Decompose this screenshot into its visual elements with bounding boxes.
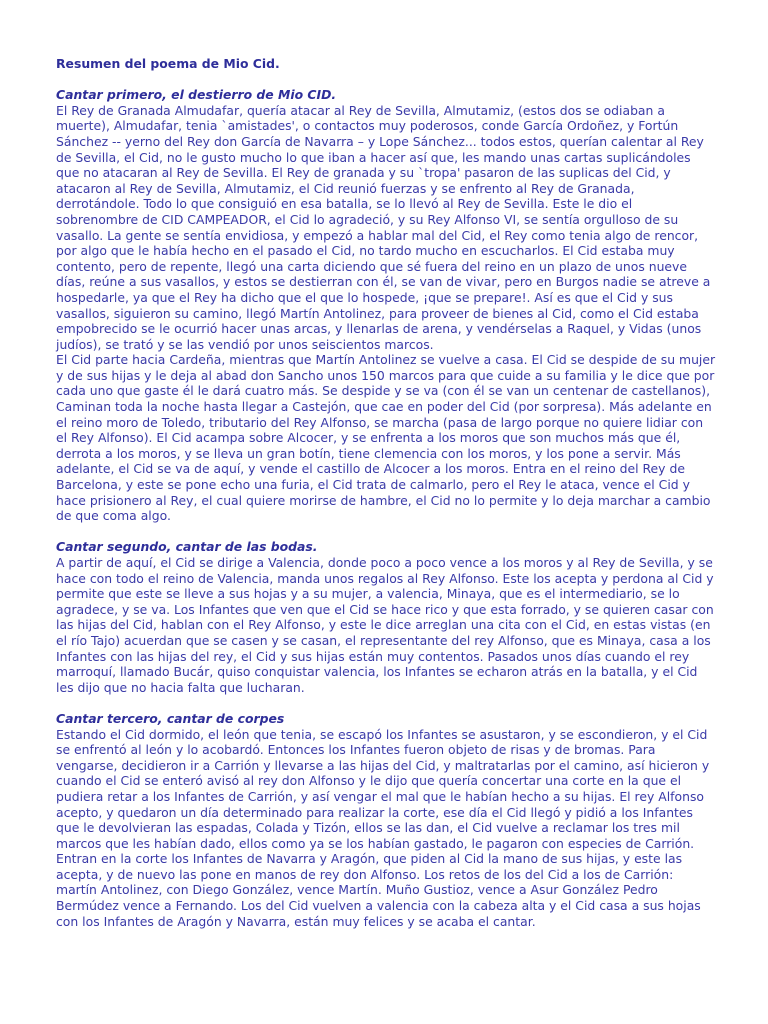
paragraph: El Cid parte hacia Cardeña, mientras que Martín Antolinez se vuelve a casa. El Cid se despide de su mujer y de sus hijas y le deja al abad don Sancho unos 150 marcos para que cuide a su familia y le dice que por cada uno que gaste él le dará cuatro más. Se despide y se va (con él se van un centenar de castellanos), bbox=[56, 352, 716, 399]
section-cantar-primero bbox=[56, 87, 716, 524]
section-heading: Cantar tercero, cantar de corpes bbox=[56, 710, 285, 726]
section-heading: Cantar primero, el destierro de Mio CID. bbox=[56, 87, 337, 103]
section-cantar-segundo bbox=[56, 539, 716, 695]
document-title: Resumen del poema de Mio Cid. bbox=[56, 56, 280, 71]
document-page bbox=[56, 56, 716, 945]
section-cantar-tercero bbox=[56, 711, 716, 929]
paragraph: Estando el Cid dormido, el león que tenia, se escapó los Infantes se asustaron, y se escondieron, y el Cid se enfrentó al león y lo acobardó. Entonces los Infantes fueron objeto de risas y de bromas. Para vengarse, decidieron ir a Carrión y llevarse a las hijas del Cid, y maltratarlas por el camino, así hicieron y cuando el Cid se enteró avisó al rey don Alfonso y le dijo que quería concertar una corte en la que el pudiera retar a los Infantes de Carrión, y así vengar el mal que le habían hecho a su hijas. El rey Alfonso acepto, y quedaron un día determinado para realizar la corte, ese día el Cid llegó y pidió a los Infantes que le devolvieran las espadas, Colada y Tizón, ellos se las dan, el Cid vuelve a reclamar los tres mil marcos que les habían dado, ellos como ya se los habían gastado, le pagaron con especies de Carrión. Entran en la corte los Infantes de Navarra y Aragón, que piden al Cid la mano de sus hijas, y este las acepta, y de nuevo las pone en manos de rey don Alfonso. Los retos de los del Cid a los de Carrión: martín Antolinez, con Diego González, vence Martín. Muño Gustioz, vence a Asur González Pedro Bermúdez vence a Fernando. Los del Cid vuelven a valencia con la cabeza alta y el Cid casa a sus hojas con los Infantes de Aragón y Navarra, están muy felices y se acaba el cantar. bbox=[56, 726, 710, 929]
paragraph: El Rey de Granada Almudafar, quería atacar al Rey de Sevilla, Almutamiz, (estos dos se odiaban a muerte), Almudafar, tenia `amistades', o contactos muy poderosos, conde García Ordoñez, y Fortún Sánchez -- yerno del Rey don García de Navarra – y Lope Sánchez... todos estos, querían calentar al Rey de Sevilla, el Cid, no le gusto mucho lo que iban a hacer así que, les mando unas cartas suplicándoles que no atacaran al Rey de Sevilla. El Rey de granada y su `tropa' pasaron de las suplicas del Cid, y atacaron al Rey de Sevilla, Almutamiz, el Cid reunió fuerzas y se enfrento al Rey de Granada, derrotándole. Todo lo que consiguió en esa batalla, se lo llevó al Rey de Sevilla. Este le dio el sobrenombre de CID CAMPEADOR, el Cid lo agradeció, y su Rey Alfonso VI, se sentía orgulloso de su vasallo. La gente se sentía envidiosa, y empezó a hablar mal del Cid, el Rey como tenia algo de rencor, por algo que le había hecho en el pasado el Cid, no tardo mucho en escucharlos. El Cid estaba muy contento, pero de repente, llegó una carta diciendo que sé fuera del reino en un plazo de unos nueve días, reúne a sus vasallos, y estos se destierran con él, se van de vivar, pero en Burgos nadie se atreve a hospedarle, ya que el Rey ha dicho que el que lo hospede, ¡que se prepare!. Así es que el Cid y sus vasallos, siguieron su camino, llegó Martín Antolinez, para proveer de bienes al Cid, como el Cid estaba empobrecido se le ocurrió hacer unas arcas, y llenarlas de arena, y vendérselas a Raquel, y Vidas (unos judíos), se trató y se las vendió por unos seiscientos marcos. bbox=[56, 102, 711, 352]
section-heading: Cantar segundo, cantar de las bodas. bbox=[56, 539, 318, 555]
paragraph: Caminan toda la noche hasta llegar a Castejón, que cae en poder del Cid (por sorpresa). Más adelante en el reino moro de Toledo, tributario del Rey Alfonso, se marcha (pasa de largo porque no quiere lidiar con el Rey Alfonso). El Cid acampa sobre Alcocer, y se enfrenta a los moros que son muchos más que él, derrota a los moros, y se lleva un gran botín, tiene clemencia con los moros, y los pone a servir. Más adelante, el Cid se va de aquí, y vende el castillo de Alcocer a los moros. Entra en el reino del Rey de Barcelona, y este se pone echo una furia, el Cid trata de calmarlo, pero el Rey le ataca, vence el Cid y hace prisionero al Rey, el cual quiere morirse de hambre, el Cid no lo permite y lo deja marchar a cambio de que coma algo. bbox=[56, 399, 712, 524]
paragraph: A partir de aquí, el Cid se dirige a Valencia, donde poco a poco vence a los moros y al Rey de Sevilla, y se hace con todo el reino de Valencia, manda unos regalos al Rey Alfonso. Este los acepta y perdona al Cid y permite que este se lleve a sus hojas y a su mujer, a valencia, Minaya, que es el intermediario, se lo agradece, y se va. Los Infantes que ven que el Cid se hace rico y que esta forrado, y se quieren casar con las hijas del Cid, hablan con el Rey Alfonso, y este le dice arreglan una cita con el Cid, en estas vistas (en el río Tajo) acuerdan que se casen y se casan, el representante del rey Alfonso, que es Minaya, casa a los Infantes con las hijas del rey, el Cid y sus hijas están muy contentos. Pasados unos días cuando el rey marroquí, llamado Bucár, quiso conquistar valencia, los Infantes se echaron atrás en la batalla, y el Cid les dijo que no hacia falta que lucharan. bbox=[56, 555, 714, 695]
